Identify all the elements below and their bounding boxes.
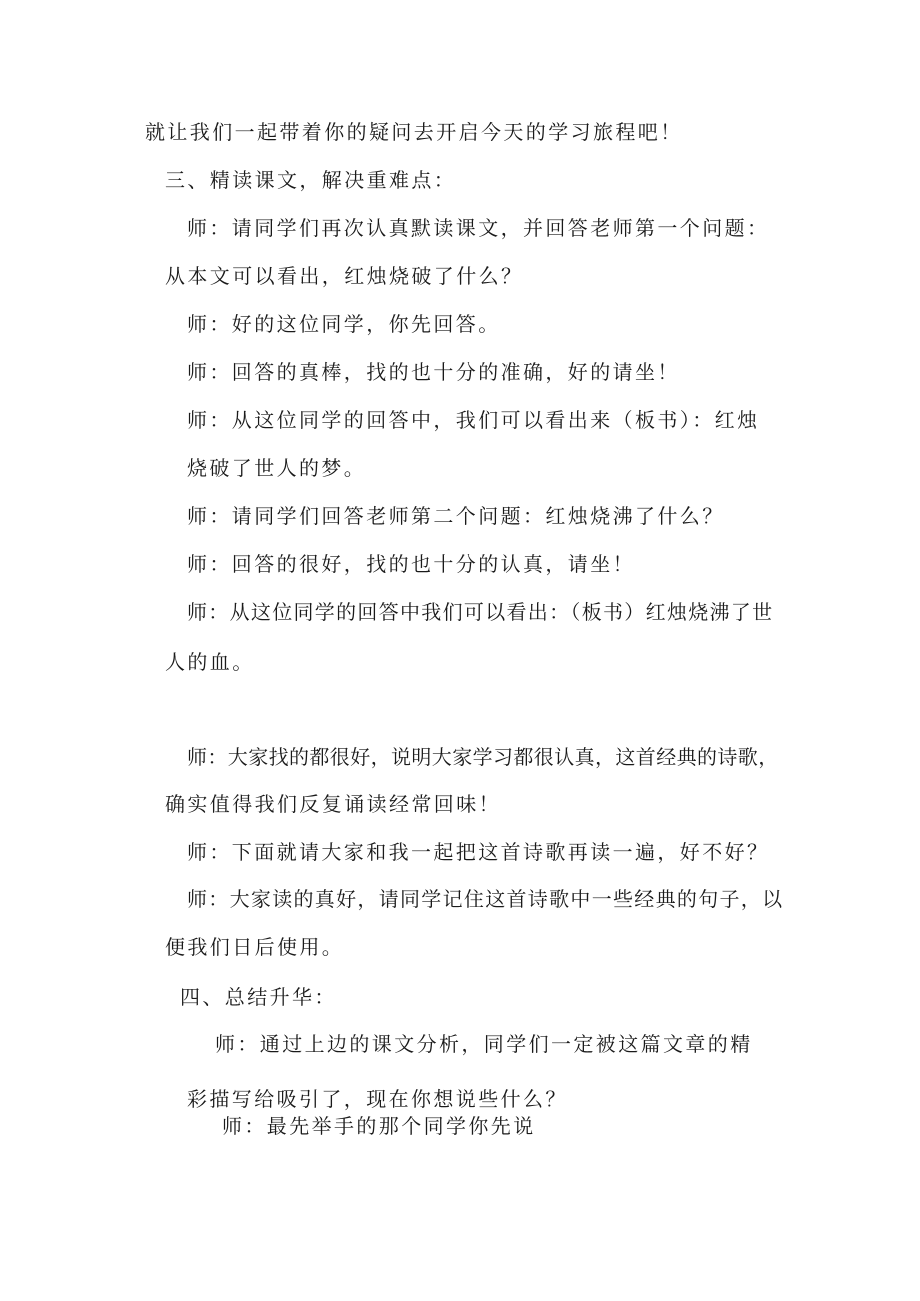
text-line: 师：通过上边的课文分析，同学们一定被这篇文章的精 [215, 1032, 753, 1056]
text-line: 就让我们一起带着你的疑问去开启今天的学习旅程吧！ [145, 120, 683, 144]
text-line: 确实值得我们反复诵读经常回味！ [165, 792, 501, 816]
text-line: 彩描写给吸引了，现在你想说些什么？ [187, 1087, 568, 1111]
text-line: 师：请同学们回答老师第二个问题：红烛烧沸了什么？ [187, 504, 725, 528]
section-heading: 四、总结升华： [180, 985, 337, 1009]
text-line: 便我们日后使用。 [165, 935, 345, 959]
text-line: 从本文可以看出，红烛烧破了什么？ [165, 264, 524, 288]
text-line: 人的血。 [165, 650, 255, 674]
text-line: 师：从这位同学的回答中，我们可以看出来（板书）：红烛 [187, 408, 760, 432]
text-line: 师：回答的真棒，找的也十分的准确，好的请坐！ [187, 360, 680, 384]
section-heading: 三、精读课文，解决重难点： [165, 168, 457, 192]
text-line: 师：请同学们再次认真默读课文，并回答老师第一个问题： [187, 216, 770, 240]
text-line: 师：大家读的真好，请同学记住这首诗歌中一些经典的句子，以 [187, 887, 784, 911]
text-line: 师：大家找的都很好，说明大家学习都很认真，这首经典的诗歌， [187, 745, 779, 769]
text-line: 师：好的这位同学，你先回答。 [187, 312, 501, 336]
text-line: 师：回答的很好，找的也十分的认真，请坐！ [187, 552, 635, 576]
text-line: 师：下面就请大家和我一起把这首诗歌再读一遍，好不好？ [187, 840, 770, 864]
text-line: 师：从这位同学的回答中我们可以看出：（板书）红烛烧沸了世 [187, 600, 774, 624]
text-line: 烧破了世人的梦。 [187, 456, 367, 480]
text-line: 师：最先举手的那个同学你先说 [222, 1114, 536, 1138]
